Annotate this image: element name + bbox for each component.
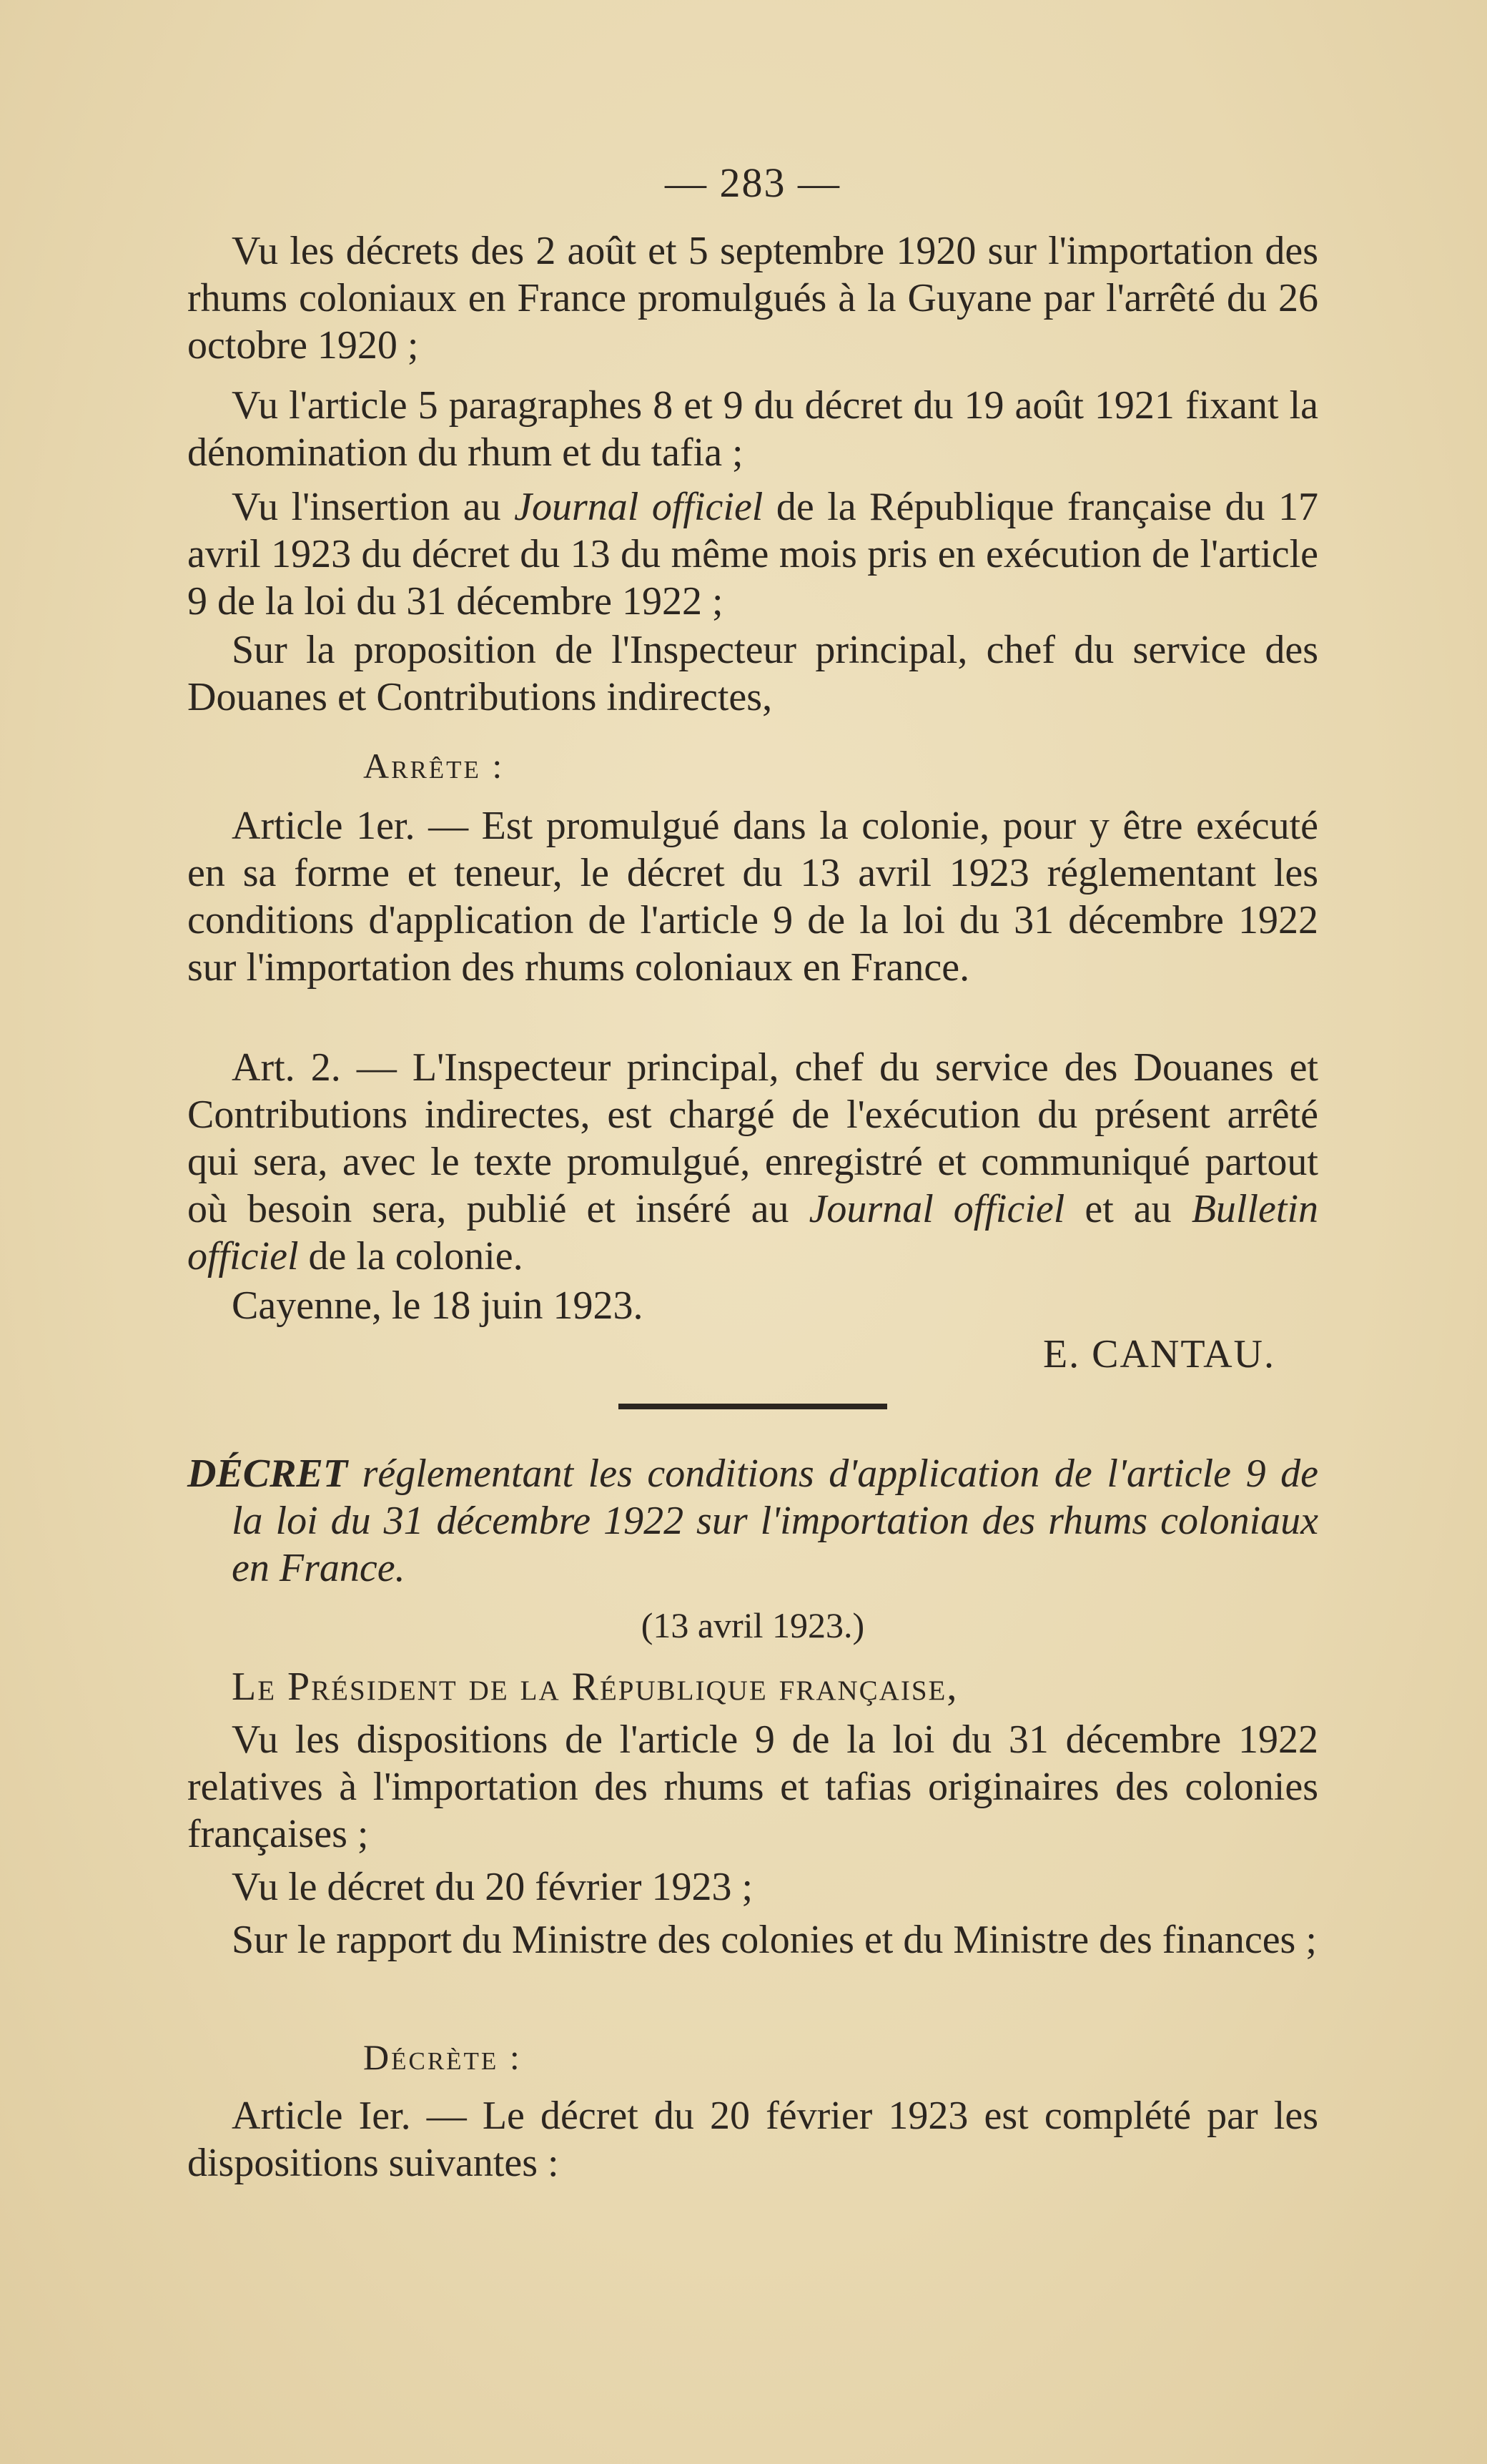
decree-word: DÉCRET <box>187 1452 348 1496</box>
decret-vu-decret: Vu le décret du 20 février 1923 ; <box>232 1865 754 1909</box>
president-line: Le Président de la République française, <box>232 1665 959 1709</box>
decree-title <box>187 1450 1318 1592</box>
arrete-vu-decrets: Vu les décrets des 2 août et 5 septembre 1920 sur l'importation des rhums coloniaux en France promulgués à la Guyane par l'arrêté du 26 octobre 1920 ; <box>187 229 1318 368</box>
text-span: Art. 2. — L'Inspecteur principal, chef du service des Douanes et Contributions indirectes, est chargé de l'exécution du présent arrêté qui sera, avec le texte promulgué, enregistré et communiqué partout où besoin sera, publié et inséré au <box>187 1045 1318 1231</box>
place-date: Cayenne, le 18 juin 1923. <box>232 1283 643 1328</box>
arrete-vu-article: Vu l'article 5 paragraphes 8 et 9 du décret du 19 août 1921 fixant la dénomination du rhum et du tafia ; <box>187 383 1318 475</box>
decret-article-1: Article Ier. — Le décret du 20 février 1923 est complété par les dispositions suivantes : <box>187 2094 1318 2185</box>
separator-rule <box>618 1404 887 1409</box>
decret-heading: Décrète : <box>363 2037 522 2077</box>
arrete-vu-insertion <box>187 483 1318 625</box>
journal-officiel-ref: Journal officiel <box>809 1187 1065 1231</box>
arrete-article-1: Article 1er. — Est promulgué dans la colonie, pour y être exécuté en sa forme et teneur, le décret du 13 avril 1923 réglementant les conditions d'application de l'article 9 de la loi du 31 décembre 1922 sur l'importation des rhums coloniaux en France. <box>187 804 1318 990</box>
text-span: de la colonie. <box>298 1234 523 1278</box>
bulletin-officiel-ref: Bulletin officiel <box>187 1187 1318 1278</box>
decret-sur-rapport: Sur le rapport du Ministre des colonies et du Ministre des finances ; <box>232 1918 1317 1962</box>
page-number: — 283 — <box>665 159 841 206</box>
text-span: Vu l'insertion au <box>232 485 515 529</box>
arrete-heading: Arrête : <box>363 746 505 786</box>
decret-vu-dispositions: Vu les dispositions de l'article 9 de la loi du 31 décembre 1922 relatives à l'importation des rhums et tafias originaires des colonies françaises ; <box>187 1718 1318 1856</box>
text-span: et au <box>1064 1187 1192 1231</box>
signature: E. CANTAU. <box>1042 1332 1275 1376</box>
decree-title-text: réglementant les conditions d'application de l'article 9 de la loi du 31 décembre 1922 sur l'importation des rhums coloniaux en France. <box>232 1452 1318 1590</box>
decree-date: (13 avril 1923.) <box>641 1605 865 1645</box>
journal-officiel-ref: Journal officiel <box>514 485 764 529</box>
text-span: de la République française du 17 avril 1923 du décret du 13 du même mois pris en exécution de l'article 9 de la loi du 31 décembre 1922 ; <box>187 485 1318 624</box>
arrete-sur-proposition: Sur la proposition de l'Inspecteur principal, chef du service des Douanes et Contributions indirectes, <box>187 628 1318 719</box>
arrete-article-2 <box>187 1044 1318 1280</box>
